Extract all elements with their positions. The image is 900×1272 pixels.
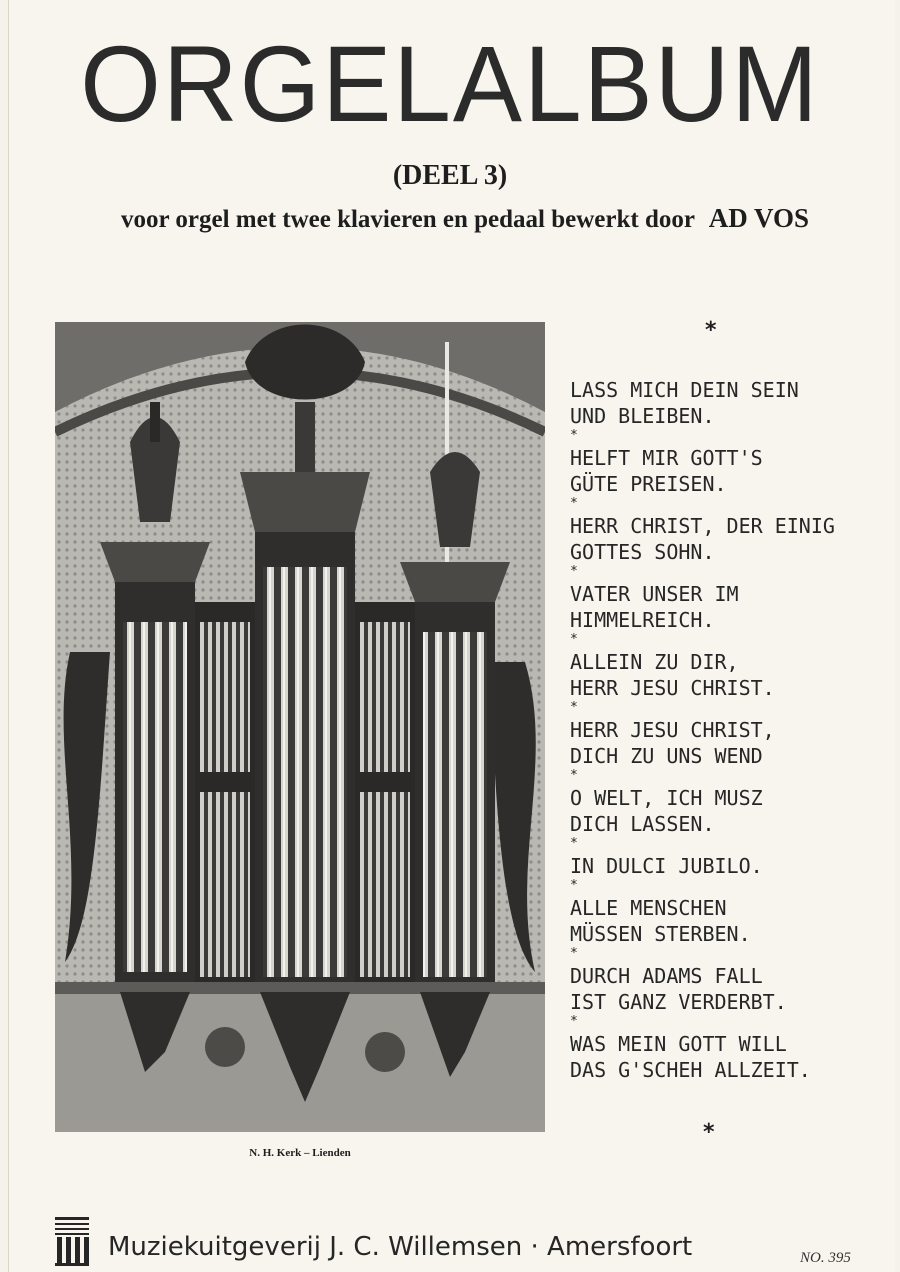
hymn-line: DICH ZU UNS WEND bbox=[570, 744, 763, 768]
hymn-item bbox=[570, 377, 890, 429]
hymn-item bbox=[570, 768, 890, 837]
hymn-separator: * bbox=[570, 564, 578, 579]
subtitle-text: voor orgel met twee klavieren en pedaal bewerkt door bbox=[120, 206, 695, 233]
author-name: AD VOS bbox=[708, 203, 809, 233]
hymn-line: HERR JESU CHRIST. bbox=[570, 676, 775, 700]
hymn-line: UND BLEIBEN. bbox=[570, 404, 715, 428]
hymn-item bbox=[570, 700, 890, 769]
hymn-separator: * bbox=[570, 946, 578, 961]
hymn-separator: * bbox=[570, 878, 578, 893]
hymn-line: VATER UNSER IM bbox=[570, 582, 739, 606]
hymn-separator: * bbox=[570, 428, 578, 443]
hymn-line: HERR CHRIST, DER EINIG bbox=[570, 514, 835, 538]
hymn-line: DICH LASSEN. bbox=[570, 812, 715, 836]
publisher-logo-icon bbox=[53, 1213, 91, 1267]
ornament-star-bottom: * bbox=[703, 1120, 715, 1145]
hymn-list bbox=[570, 377, 890, 1099]
publisher-name: Muziekuitgeverij J. C. Willemsen · Amersfoort bbox=[108, 1232, 693, 1262]
hymn-separator: * bbox=[570, 496, 578, 511]
hymn-item bbox=[570, 496, 890, 565]
album-title: ORGELALBUM bbox=[80, 23, 820, 144]
organ-illustration bbox=[55, 322, 545, 1132]
hymn-line: O WELT, ICH MUSZ bbox=[570, 786, 763, 810]
ornament-star-top: * bbox=[705, 318, 717, 343]
hymn-item bbox=[570, 836, 890, 879]
hymn-item bbox=[570, 428, 890, 497]
hymn-line: IN DULCI JUBILO. bbox=[570, 854, 763, 878]
hymn-separator: * bbox=[570, 768, 578, 783]
hymn-item bbox=[570, 1014, 890, 1083]
organ-photo bbox=[55, 322, 545, 1132]
hymn-line: ALLE MENSCHEN bbox=[570, 896, 727, 920]
photo-caption: N. H. Kerk – Lienden bbox=[249, 1147, 351, 1159]
volume-label: (DEEL 3) bbox=[392, 160, 508, 191]
hymn-separator: * bbox=[570, 632, 578, 647]
hymn-line: HIMMELREICH. bbox=[570, 608, 715, 632]
hymn-line: HERR JESU CHRIST, bbox=[570, 718, 775, 742]
hymn-item bbox=[570, 878, 890, 947]
hymn-line: ALLEIN ZU DIR, bbox=[570, 650, 739, 674]
hymn-line: GÜTE PREISEN. bbox=[570, 472, 727, 496]
hymn-item bbox=[570, 946, 890, 1015]
hymn-line: IST GANZ VERDERBT. bbox=[570, 990, 787, 1014]
hymn-line: LASS MICH DEIN SEIN bbox=[570, 378, 799, 402]
hymn-line: WAS MEIN GOTT WILL bbox=[570, 1032, 787, 1056]
hymn-separator: * bbox=[570, 1014, 578, 1029]
subtitle bbox=[0, 203, 900, 234]
hymn-line: MÜSSEN STERBEN. bbox=[570, 922, 751, 946]
hymn-item bbox=[570, 564, 890, 633]
hymn-separator: * bbox=[570, 700, 578, 715]
hymn-line: DURCH ADAMS FALL bbox=[570, 964, 763, 988]
hymn-item bbox=[570, 632, 890, 701]
hymn-separator: * bbox=[570, 836, 578, 851]
hymn-line: HELFT MIR GOTT'S bbox=[570, 446, 763, 470]
hymn-line: DAS G'SCHEH ALLZEIT. bbox=[570, 1058, 811, 1082]
catalog-number: NO. 395 bbox=[800, 1250, 851, 1266]
hymn-line: GOTTES SOHN. bbox=[570, 540, 715, 564]
